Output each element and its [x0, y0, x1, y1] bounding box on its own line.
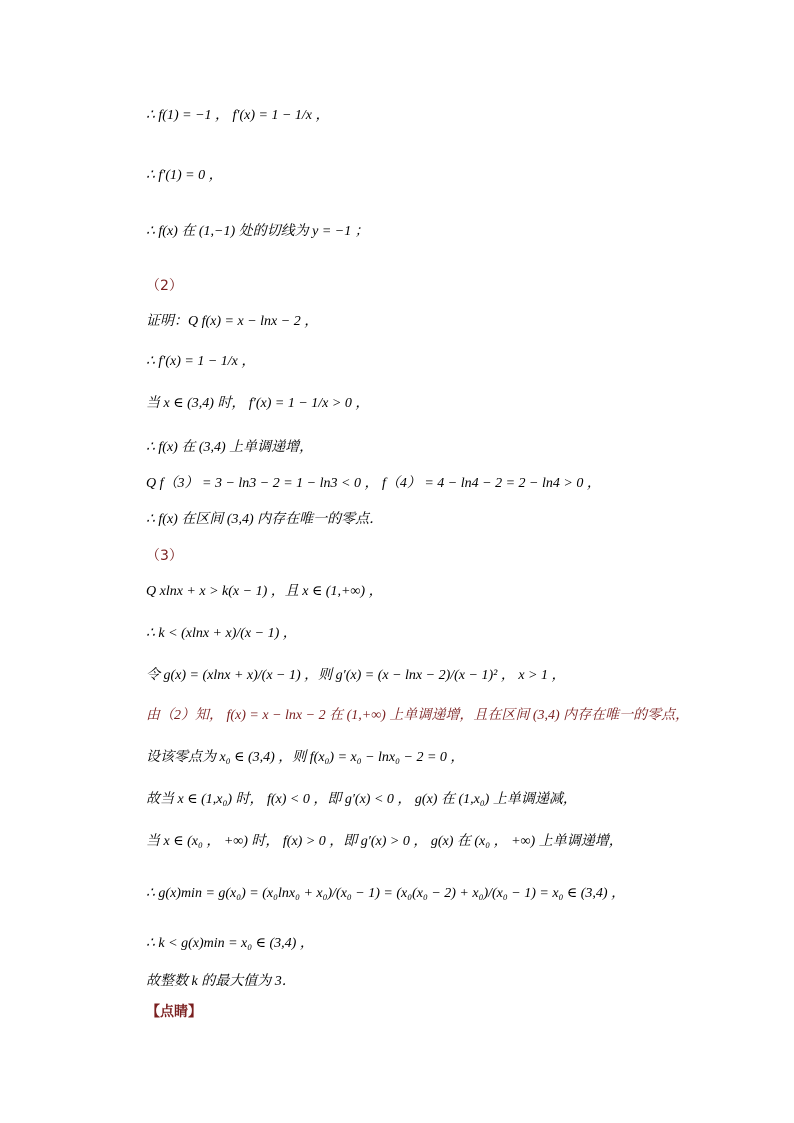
solution-line-1: ∴ f(1) = −1 ， f′(x) = 1 − 1/x ， — [146, 108, 330, 123]
solution-line-3: ∴ f(x) 在 (1,−1) 处的切线为 y = −1 ； — [146, 224, 369, 239]
solution-line-9: Q f（3） = 3 − ln3 − 2 = 1 − ln3 < 0 ， f（4） = 4 − ln4 − 2 = 2 − ln4 > 0 ， — [146, 476, 601, 491]
solution-line-5: 证明：Q f(x) = x − lnx − 2 ， — [146, 314, 319, 329]
solution-line-19: ∴ g(x)min = g(x₀) = (x₀lnx₀ + x₀)/(x₀ − 1) = (x₀(x₀ − 2) + x₀)/(x₀ − 1) = x₀ ∈ (3,4) ， — [146, 886, 626, 901]
solution-line-21: 故整数 k 的最大值为 3． — [146, 974, 296, 989]
solution-line-14: 令 g(x) = (xlnx + x)/(x − 1) ，则 g′(x) = (x − lnx − 2)/(x − 1)² ， x > 1 ， — [146, 668, 566, 683]
solution-line-13: ∴ k < (xlnx + x)/(x − 1) ， — [146, 626, 297, 641]
solution-line-15: 由（2）知， f(x) = x − lnx − 2 在 (1,+∞) 上单调递增，且在区间 (3,4) 内存在唯一的零点， — [146, 708, 690, 723]
dianjing-heading: 【点睛】 — [146, 1004, 202, 1020]
solution-line-8: ∴ f(x) 在 (3,4) 上单调递增， — [146, 440, 314, 455]
part-2-label: （2） — [146, 278, 183, 294]
solution-line-20: ∴ k < g(x)min = x₀ ∈ (3,4) ， — [146, 936, 314, 951]
solution-line-10: ∴ f(x) 在区间 (3,4) 内存在唯一的零点． — [146, 512, 384, 527]
part-3-label: （3） — [146, 548, 183, 564]
solution-line-2: ∴ f′(1) = 0 ， — [146, 168, 223, 183]
solution-line-17: 故当 x ∈ (1,x₀) 时， f(x) < 0 ，即 g′(x) < 0 ， g(x) 在 (1,x₀) 上单调递减， — [146, 792, 577, 807]
solution-line-18: 当 x ∈ (x₀ ， +∞) 时， f(x) > 0 ，即 g′(x) > 0 ， g(x) 在 (x₀ ， +∞) 上单调递增， — [146, 834, 623, 849]
solution-line-6: ∴ f′(x) = 1 − 1/x ， — [146, 354, 256, 369]
solution-line-16: 设该零点为 x₀ ∈ (3,4) ，则 f(x₀) = x₀ − lnx₀ − 2 = 0 ， — [146, 750, 465, 765]
solution-line-12: Q xlnx + x > k(x − 1) ，且 x ∈ (1,+∞) ， — [146, 584, 383, 599]
solution-line-7: 当 x ∈ (3,4) 时， f′(x) = 1 − 1/x > 0 ， — [146, 396, 370, 411]
